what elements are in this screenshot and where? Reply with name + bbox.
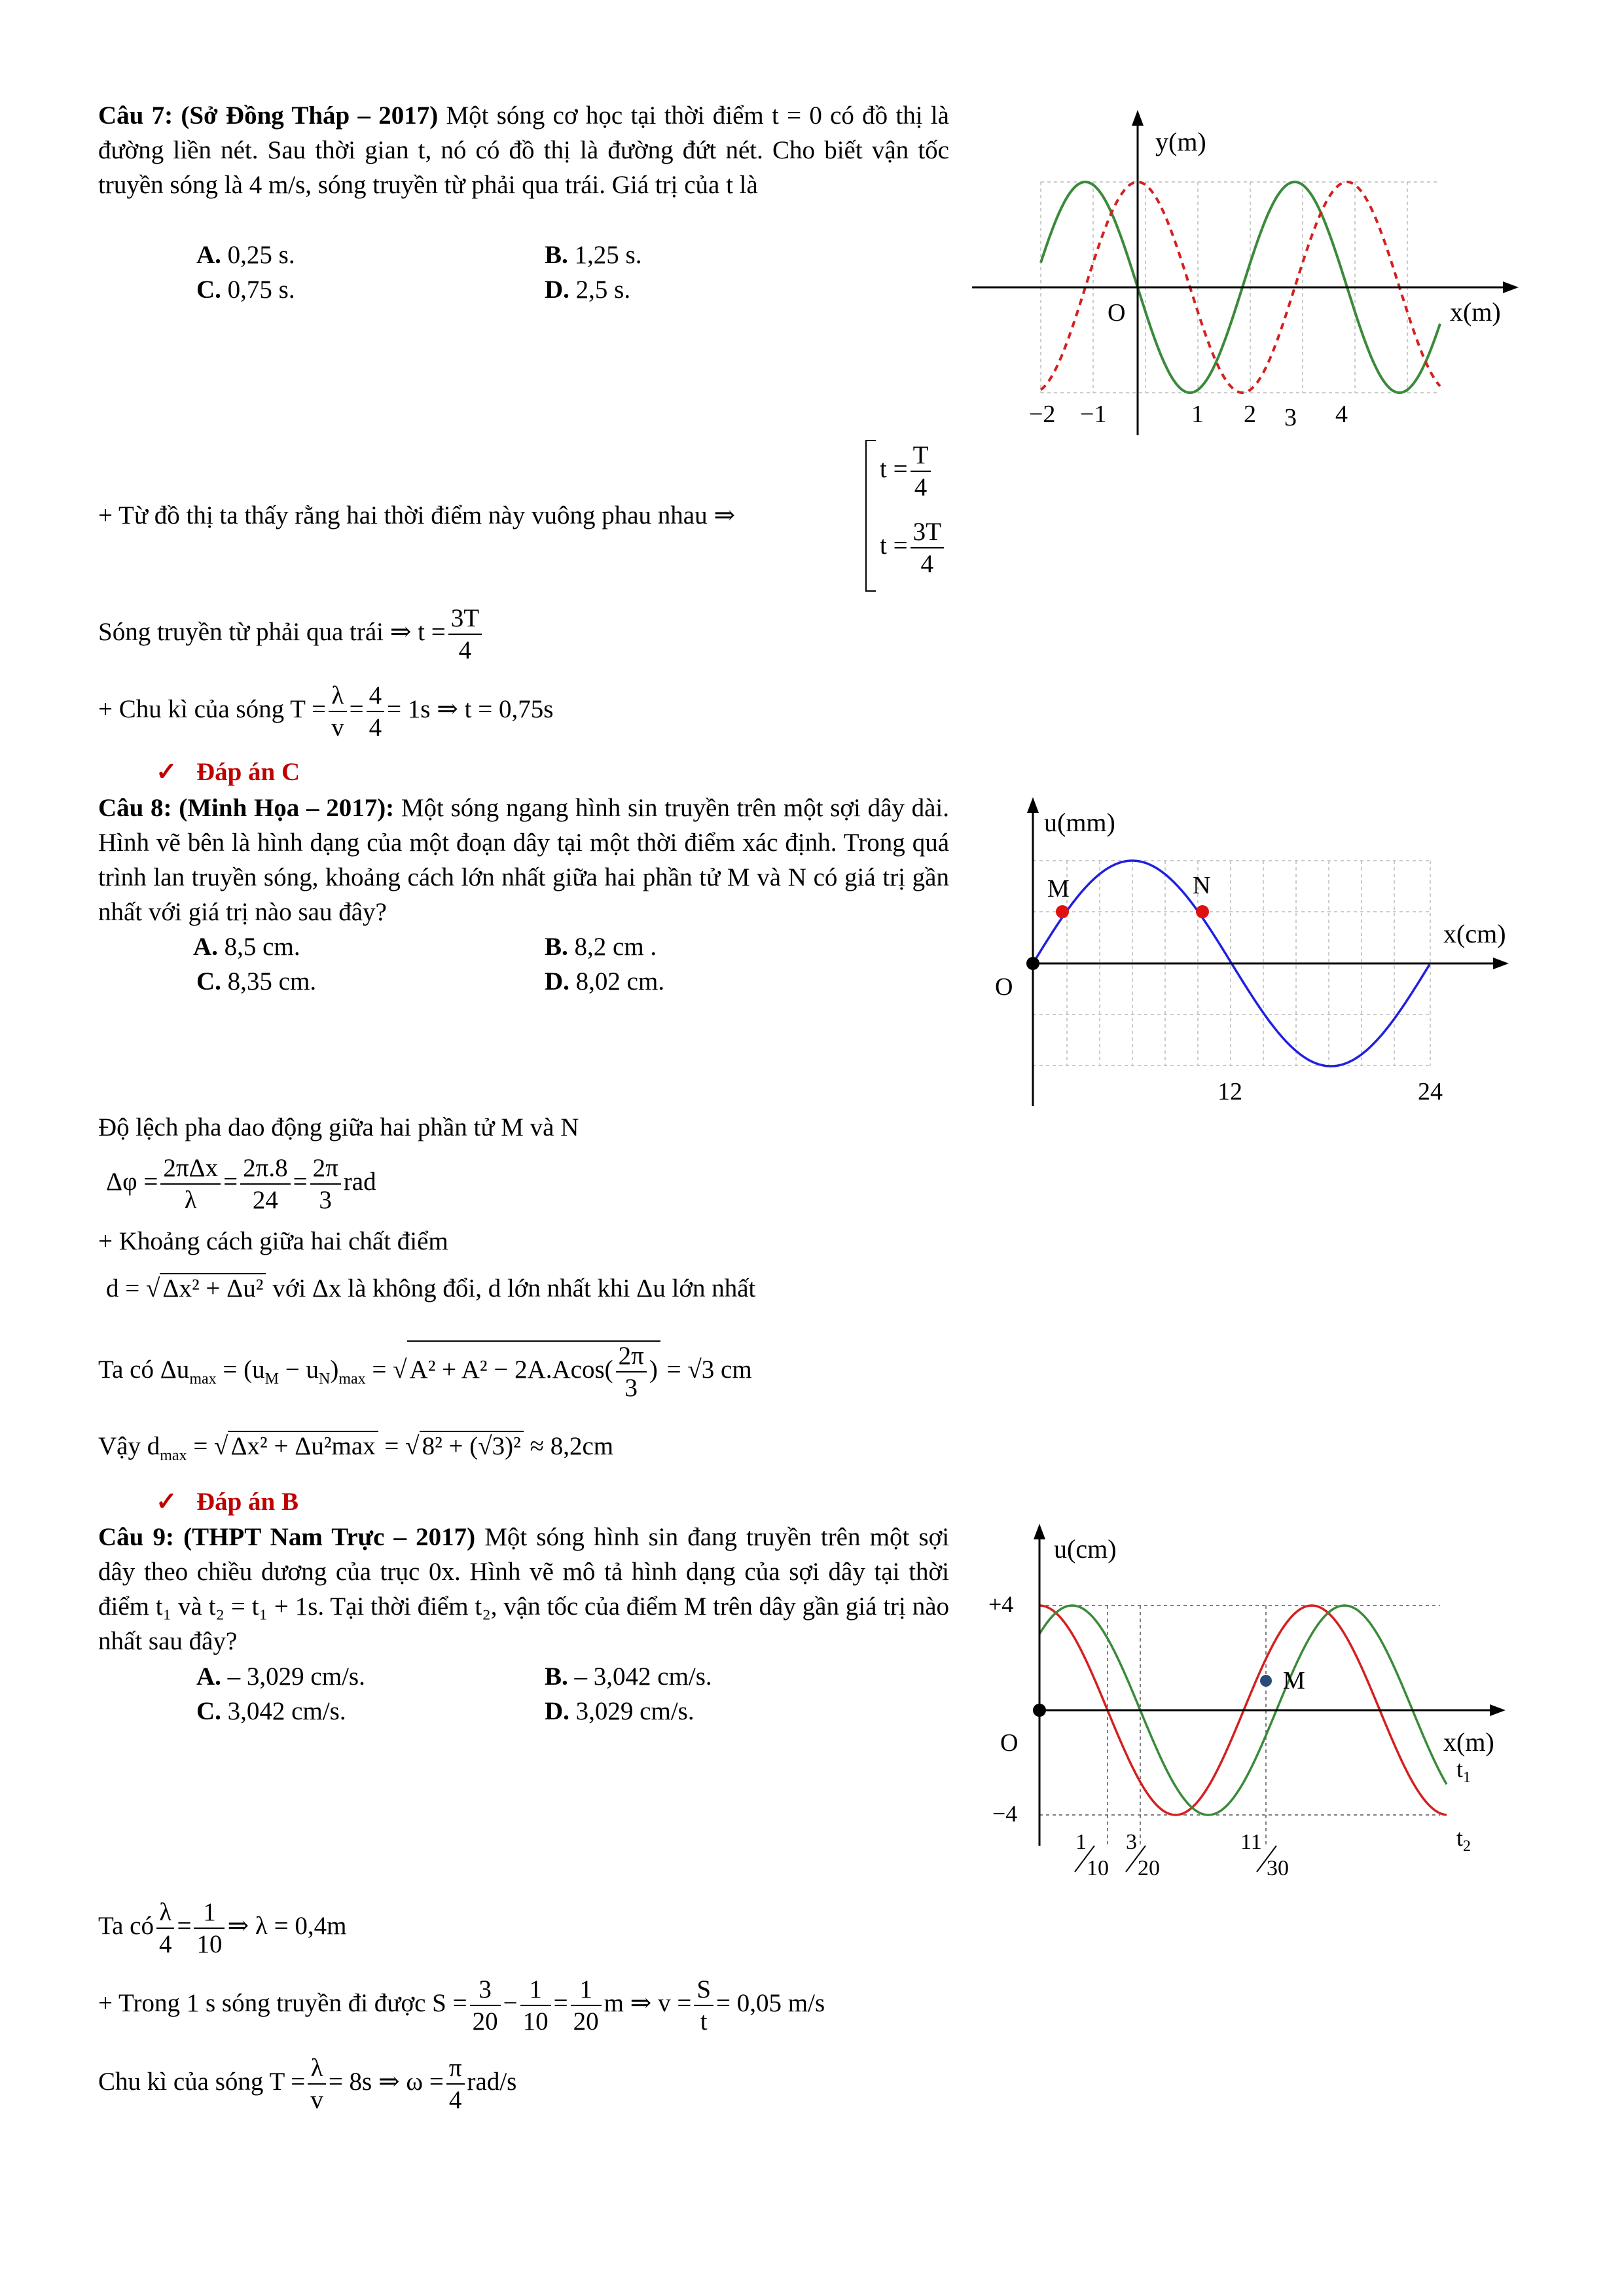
q9-y-label: u(cm) — [1054, 1534, 1117, 1564]
q8-label-n: N — [1193, 872, 1211, 899]
q7-sol-line3: + Chu kì của sóng T = $\frac{\lambda}{v}$ = $\frac{4}{4}$ = 1s ⇒ t = 0,75s — [98, 681, 554, 742]
q7-wave-chart — [969, 105, 1532, 445]
check-icon: ✓ — [156, 1488, 177, 1516]
q7-tick: 2 — [1244, 401, 1256, 428]
q7-bracket — [865, 440, 876, 592]
q8-sol-line1: Độ lệch pha dao động giữa hai phần tử M và N — [98, 1113, 579, 1141]
q9-tick-den: 10 — [1087, 1856, 1109, 1880]
q7-text — [98, 98, 949, 202]
q9-origin-dot — [1033, 1704, 1046, 1717]
q9-sol-line1: Ta có $\frac{\lambda}{4}$ = $\frac{1}{10}$ ⇒ λ = 0,4m — [98, 1898, 347, 1958]
q8-sol-line4: d = √ Δx² + Δu² với Δx là không đổi, d lớn nhất khi Δu lớn nhất — [106, 1274, 756, 1302]
q8-point-n — [1196, 905, 1209, 918]
q9-ymin: −4 — [992, 1801, 1018, 1827]
q7-sol-line2: Sóng truyền từ phải qua trái ⇒ t = $\frac{3T}{4}$ — [98, 605, 484, 663]
q7-option-c: C. 0,75 s. — [196, 276, 295, 304]
q9-tick-num: 11 — [1240, 1830, 1262, 1854]
q8-origin: O — [995, 973, 1013, 1001]
q8-label-m: M — [1047, 875, 1070, 903]
q8-sol-line5: Ta có $\Delta u_{max} = (u_M - u_N)_{max}$ = √ A² + A² − 2A.Acos( $\frac{2\pi}{3}$ ) = √3 cm — [98, 1342, 752, 1402]
q7-y-label: y(m) — [1155, 127, 1206, 156]
q9-tick-num: 1 — [1075, 1830, 1087, 1854]
q9-ymax: +4 — [988, 1591, 1014, 1617]
q9-point-m — [1260, 1675, 1272, 1687]
q7-y-arrow — [1132, 110, 1144, 126]
q8-sol-line3: + Khoảng cách giữa hai chất điểm — [98, 1227, 448, 1255]
q9-origin: O — [1000, 1729, 1019, 1757]
q8-origin-dot — [1026, 957, 1039, 970]
q8-wave-chart — [969, 792, 1532, 1119]
q9-option-a: A. – 3,029 cm/s. — [196, 1662, 365, 1691]
q7-origin: O — [1108, 299, 1126, 327]
q9-y-arrow — [1034, 1524, 1045, 1539]
q9-source: (THPT Nam Trực – 2017) — [183, 1523, 476, 1551]
q9-label: Câu 9: — [98, 1523, 174, 1551]
q9-text — [98, 1520, 949, 1659]
q7-answer: ✓ Đáp án C — [156, 758, 300, 786]
q8-answer: ✓ Đáp án B — [156, 1488, 298, 1516]
q7-option-b: B. 1,25 s. — [545, 241, 642, 269]
q9-option-c: C. 3,042 cm/s. — [196, 1697, 346, 1725]
q8-label: Câu 8: — [98, 794, 172, 822]
q7-sol-case2: t = $\frac{3T}{4}$ — [880, 519, 947, 577]
q8-y-label: u(mm) — [1044, 808, 1115, 837]
q8-option-b: B. 8,2 cm . — [545, 933, 657, 961]
q7-sol-case1: t = $\frac{T}{4}$ — [880, 442, 933, 500]
q9-label-t1: $t_1$ — [1456, 1756, 1471, 1786]
q8-x-arrow — [1493, 958, 1509, 969]
q8-x-label: x(cm) — [1443, 919, 1506, 948]
q7-source: (Sở Đồng Tháp – 2017) — [181, 101, 439, 130]
q8-source: (Minh Họa – 2017): — [179, 794, 395, 822]
q8-option-a: A. 8,5 cm. — [193, 933, 300, 961]
q9-guides — [1039, 1605, 1440, 1846]
q8-tick: 24 — [1418, 1078, 1443, 1105]
q9-tick-den: 20 — [1138, 1856, 1160, 1880]
q7-tick: 1 — [1191, 401, 1204, 428]
q7-option-a: A. 0,25 s. — [196, 241, 295, 269]
q7-option-d: D. 2,5 s. — [545, 276, 631, 304]
check-icon: ✓ — [156, 758, 177, 786]
q8-option-c: C. 8,35 cm. — [196, 967, 317, 996]
q9-label-t2: $t_2$ — [1456, 1825, 1471, 1855]
q8-text — [98, 791, 949, 929]
q9-wave-chart — [969, 1518, 1532, 1898]
q7-tick: −2 — [1029, 401, 1056, 428]
q9-option-b: B. – 3,042 cm/s. — [545, 1662, 712, 1691]
q9-sol-line2: + Trong 1 s sóng truyền đi được S = $\frac{3}{20}$ − $\frac{1}{10}$ = $\frac{1}{20}$ m ⇒ v = $\frac{S}{t}$ = 0,05 m/s — [98, 1975, 825, 2036]
q7-tick: 4 — [1335, 401, 1348, 428]
q8-sol-line6: Vậy $d_{max}$ = √ Δx² + Δu²max = √ 8² + (√3)² ≈ 8,2cm — [98, 1432, 614, 1464]
q7-sol-line1: + Từ đồ thị ta thấy rằng hai thời điểm này vuông phau nhau ⇒ — [98, 501, 736, 529]
q7-x-label: x(m) — [1450, 297, 1501, 327]
q8-y-arrow — [1027, 797, 1039, 813]
q9-sol-line3: Chu kì của sóng T = $\frac{\lambda}{v}$ = 8s ⇒ ω = $\frac{\pi}{4}$ rad/s — [98, 2054, 517, 2114]
q9-x-arrow — [1490, 1704, 1506, 1716]
q9-x-label: x(m) — [1443, 1727, 1494, 1757]
q7-body: Một sóng cơ học tại thời điểm t = 0 có đồ thị là đường liền nét. Sau thời gian t, nó có đồ thị là đường đứt nét. Cho biết vận tốc truyền sóng là 4 m/s, sóng truyền từ phải qua trái. Giá trị của t là — [98, 101, 949, 199]
q7-x-arrow — [1503, 281, 1519, 293]
q9-tick-den: 30 — [1267, 1856, 1289, 1880]
q8-point-m — [1056, 905, 1069, 918]
q9-label-m: M — [1283, 1667, 1305, 1695]
q8-body: Một sóng ngang hình sin truyền trên một sợi dây dài. Hình vẽ bên là hình dạng của một đoạn dây tại một thời điểm xác định. Trong quá trình lan truyền sóng, khoảng cách lớn nhất giữa hai phần tử M và N có giá trị gần nhất với giá trị nào sau đây? — [98, 794, 949, 926]
q7-tick: 3 — [1284, 404, 1297, 431]
q8-tick: 12 — [1218, 1078, 1242, 1105]
q9-tick-num: 3 — [1126, 1830, 1137, 1854]
q8-option-d: D. 8,02 cm. — [545, 967, 665, 996]
q9-option-d: D. 3,029 cm/s. — [545, 1697, 695, 1725]
q7-label: Câu 7: — [98, 101, 173, 130]
q8-sol-line2: Δφ = $\frac{\text{2πΔx}}{\lambda}$ = $\frac{2\pi.8}{24}$ = $\frac{2\pi}{3}$ rad — [106, 1154, 376, 1214]
q9-body: Một sóng hình sin đang truyền trên một sợi dây theo chiều dương của trục 0x. Hình vẽ mô tả hình dạng của sợi dây tại thời điểm t₁ và t₂ = t₁ + 1s. Tại thời điểm t₂, vận tốc của điểm M trên dây gần giá trị nào nhất sau đây? — [98, 1523, 950, 1655]
q7-tick: −1 — [1080, 401, 1107, 428]
